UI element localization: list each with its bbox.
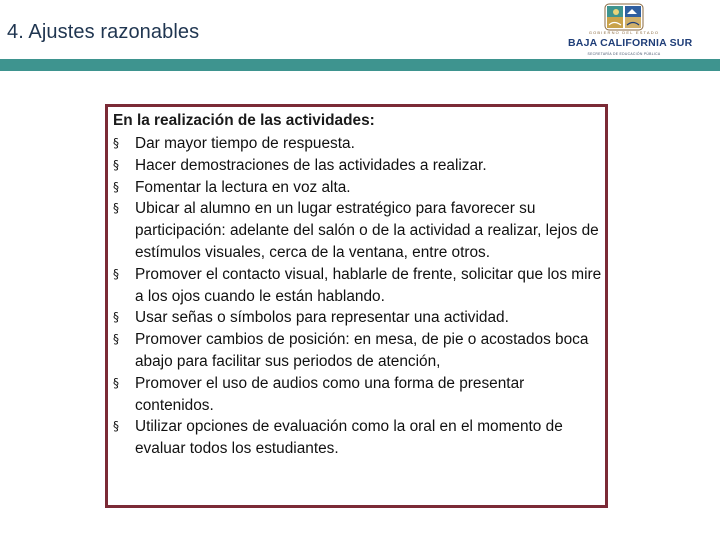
list-item — [113, 307, 603, 329]
list-item-text: Promover el uso de audios como una forma de presentar contenidos. — [135, 374, 525, 414]
list-item — [113, 264, 603, 308]
bullet-icon: § — [113, 266, 119, 281]
list-item-text: Utilizar opciones de evaluación como la oral en el momento de evaluar todos los estudiantes. — [135, 418, 563, 458]
list-item — [113, 373, 603, 417]
state-emblem-icon — [604, 3, 644, 31]
baja-california-sur-logo — [568, 0, 693, 60]
list-item — [113, 329, 603, 373]
bullet-icon: § — [113, 375, 119, 390]
bullet-icon: § — [113, 310, 119, 325]
list-item-text: Promover cambios de posición: en mesa, de pie o acostados boca abajo para facilitar sus periodos de atención, — [135, 331, 589, 370]
list-item — [113, 198, 603, 263]
logo-wordmark: BAJA CALIFORNIA SUR — [568, 37, 693, 49]
bullet-icon: § — [113, 201, 119, 216]
bullet-icon: § — [113, 179, 119, 194]
bullet-icon: § — [113, 419, 119, 434]
bullet-icon: § — [113, 157, 119, 172]
list-item — [113, 177, 603, 199]
list-item — [113, 155, 603, 177]
bullet-icon: § — [113, 332, 119, 347]
logo-top-text: GOBIERNO DEL ESTADO — [588, 30, 660, 35]
list-item-text: Dar mayor tiempo de respuesta. — [135, 135, 355, 152]
logo-tagline: SECRETARÍA DE EDUCACIÓN PÚBLICA — [587, 52, 661, 56]
list-item-text: Promover el contacto visual, hablarle de frente, solicitar que los mire a los ojos cuando le están hablando. — [135, 265, 602, 305]
content-heading: En la realización de las actividades: — [113, 112, 375, 129]
list-item-text: Ubicar al alumno en un lugar estratégico para favorecer su participación: adelante del salón o de la actividad a realizar, lejos de estímulos visuales, cerca de la ventana, entre otros. — [135, 200, 599, 261]
list-item — [113, 133, 603, 155]
list-item-text: Hacer demostraciones de las actividades a realizar. — [135, 156, 487, 174]
slide-title: 4. Ajustes razonables — [7, 21, 200, 43]
bullet-icon: § — [113, 136, 119, 150]
title-divider-bar — [0, 59, 720, 71]
list-item-text: Fomentar la lectura en voz alta. — [135, 178, 351, 196]
list-item — [113, 416, 603, 460]
list-item-text: Usar señas o símbolos para representar una actividad. — [135, 309, 509, 327]
bullet-list — [113, 133, 603, 460]
